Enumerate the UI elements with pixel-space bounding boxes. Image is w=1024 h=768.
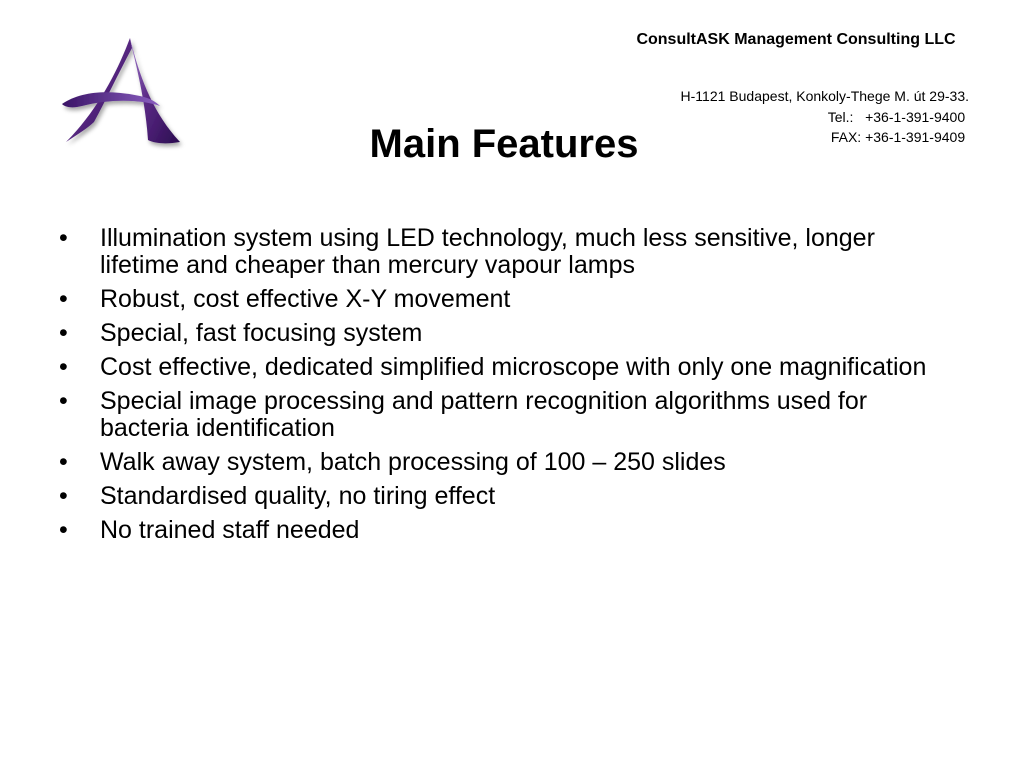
- bullet-icon: •: [59, 285, 68, 313]
- company-address: H-1121 Budapest, Konkoly-Thege M. út 29-33.: [680, 88, 969, 104]
- list-item: [54, 483, 954, 510]
- list-item-text: Illumination system using LED technology, much less sensitive, longer lifetime and cheaper than mercury vapour lamps: [100, 224, 875, 279]
- list-item: [54, 388, 954, 442]
- list-item: [54, 225, 954, 279]
- list-item: [54, 517, 954, 544]
- list-item: [54, 449, 954, 476]
- bullet-icon: •: [59, 353, 68, 381]
- bullet-icon: •: [59, 482, 68, 510]
- list-item-text: Special, fast focusing system: [100, 319, 423, 347]
- list-item-text: Robust, cost effective X-Y movement: [100, 285, 511, 313]
- company-name: ConsultASK Management Consulting LLC: [636, 31, 956, 48]
- bullet-icon: •: [59, 319, 68, 347]
- bullet-icon: •: [59, 387, 68, 415]
- list-item-text: Special image processing and pattern recognition algorithms used for bacteria identification: [100, 387, 868, 442]
- bullet-icon: •: [59, 448, 68, 476]
- bullet-icon: •: [59, 224, 68, 252]
- list-item-text: Walk away system, batch processing of 100 – 250 slides: [100, 448, 726, 476]
- bullet-icon: •: [59, 516, 68, 544]
- list-item-text: Standardised quality, no tiring effect: [100, 482, 496, 510]
- company-fax: FAX: +36-1-391-9409: [830, 129, 969, 145]
- feature-list: [54, 225, 954, 551]
- company-logo: [52, 30, 192, 155]
- list-item-text: No trained staff needed: [100, 516, 360, 544]
- letter-a-logo-icon: [52, 30, 192, 155]
- company-tel: Tel.: +36-1-391-9400: [827, 108, 969, 125]
- slide-title: Main Features: [369, 122, 639, 166]
- list-item: [54, 354, 954, 381]
- list-item: [54, 286, 954, 313]
- list-item: [54, 320, 954, 347]
- list-item-text: Cost effective, dedicated simplified microscope with only one magnification: [100, 353, 927, 381]
